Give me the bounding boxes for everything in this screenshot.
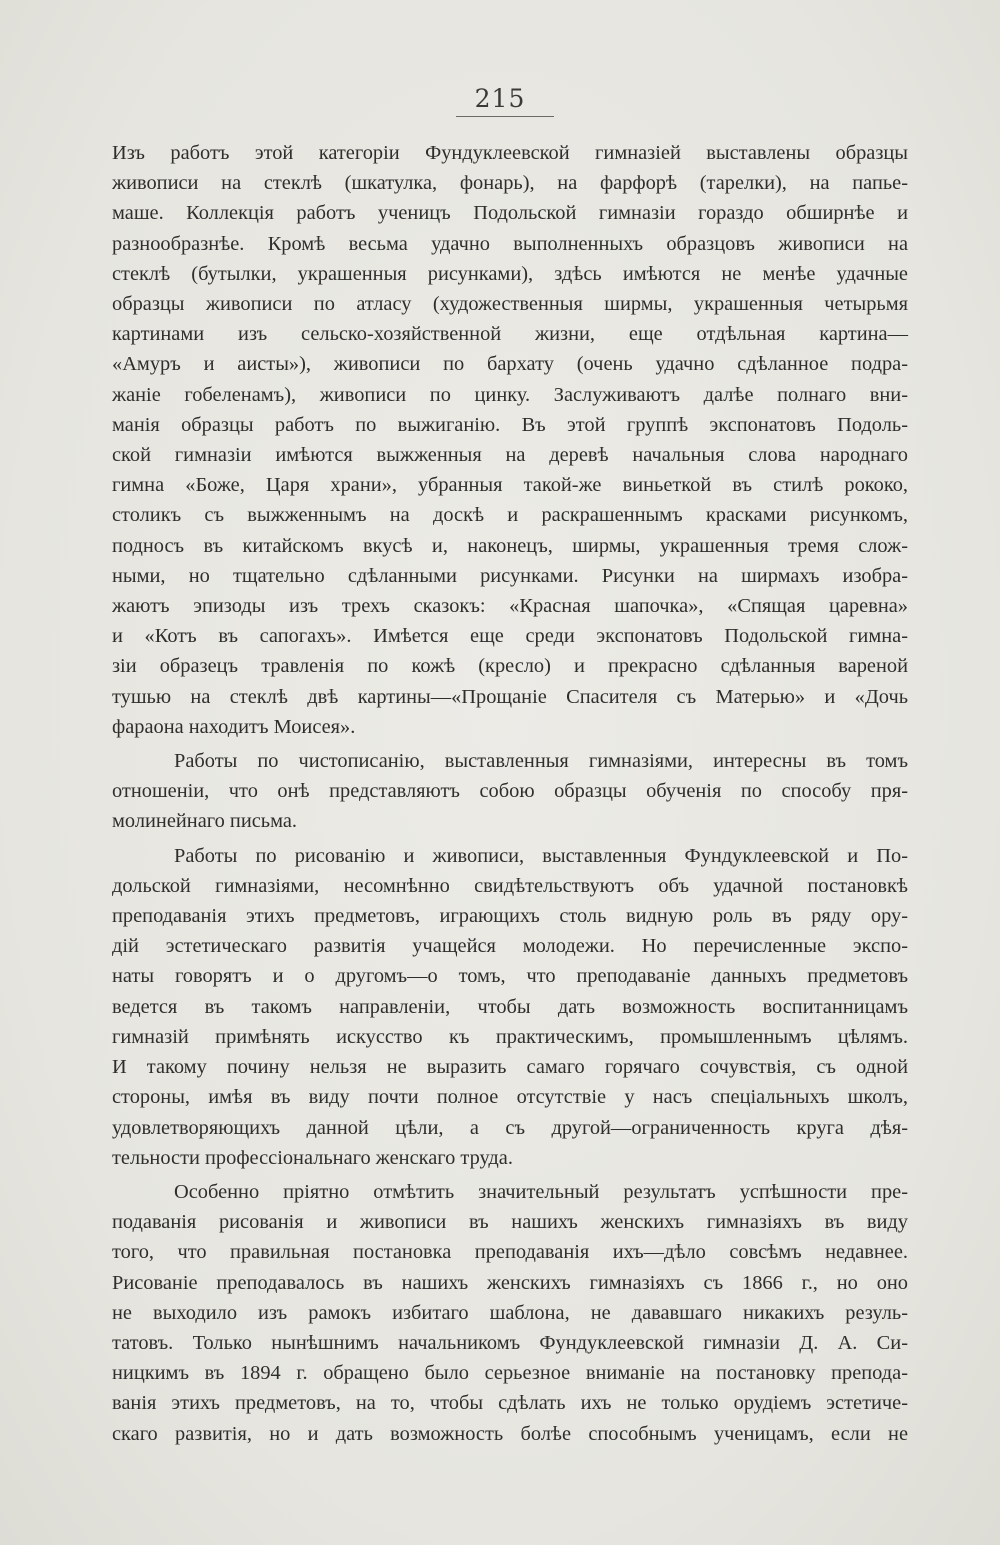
text-line: наты говорятъ и о другомъ—о томъ, что преподаваніе данныхъ предметовъ [112, 965, 908, 988]
text-line: разнообразнѣе. Кромѣ весьма удачно выполненныхъ образцовъ живописи на [112, 232, 908, 255]
text-line: Изъ работъ этой категоріи Фундуклеевской гимназіей выставлены образцы [112, 142, 908, 164]
text-line: картинами изъ сельско-хозяйственной жизни, еще отдѣльная картина— [112, 323, 908, 346]
text-line: И такому почину нельзя не выразить самаго горячаго сочувствія, съ одной [112, 1056, 908, 1079]
text-line: татовъ. Только нынѣшнимъ начальникомъ Фундуклеевской гимназіи Д. А. Си- [112, 1331, 908, 1354]
text-line: дій эстетическаго развитія учащейся молодежи. Но перечисленные экспо- [112, 935, 908, 958]
text-line: тельности профессіональнаго женскаго труда. [112, 1146, 513, 1169]
text-line: фараона находитъ Моисея». [112, 715, 356, 738]
text-line: манія образцы работъ по выжиганію. Въ этой группѣ экспонатовъ Подоль- [112, 413, 908, 436]
paragraph [112, 138, 908, 742]
paragraph [112, 1177, 908, 1449]
body-text [112, 138, 908, 1449]
text-line: того, что правильная постановка преподаванія ихъ—дѣло совсѣмъ недавнее. [112, 1241, 908, 1264]
text-line: подносъ въ китайскомъ вкусѣ и, наконецъ, ширмы, украшенныя тремя слож- [112, 534, 908, 557]
text-line: преподаванія этихъ предметовъ, играющихъ столь видную роль въ ряду ору- [112, 905, 908, 928]
text-line: Особенно пріятно отмѣтить значительный результатъ успѣшности пре- [174, 1180, 908, 1203]
text-line: зіи образецъ травленія по кожѣ (кресло) и прекрасно сдѣланныя вареной [112, 655, 908, 678]
text-line: жаютъ эпизоды изъ трехъ сказокъ: «Красная шапочка», «Спящая царевна» [112, 595, 908, 618]
text-line: живописи на стеклѣ (шкатулка, фонарь), на фарфорѣ (тарелки), на папье- [112, 172, 908, 195]
text-line: маше. Коллекція работъ ученицъ Подольской гимназіи гораздо обширнѣе и [112, 202, 908, 225]
page-number: 215 [474, 84, 526, 113]
text-line: и «Котъ въ сапогахъ». Имѣется еще среди экспонатовъ Подольской гимна- [112, 625, 908, 648]
text-line: ведется въ такомъ направленіи, чтобы дать возможность воспитанницамъ [112, 995, 908, 1018]
paragraph [112, 841, 908, 1173]
text-line: отношеніи, что онѣ представляютъ собою образцы обученія по способу пря- [112, 780, 908, 803]
text-line: образцы живописи по атласу (художественныя ширмы, украшенныя четырьмя [112, 293, 908, 316]
text-line: дольской гимназіями, несомнѣнно свидѣтельствуютъ объ удачной постановкѣ [112, 874, 908, 897]
text-line: удовлетворяющихъ данной цѣли, а съ другой—ограниченность круга дѣя- [112, 1116, 908, 1139]
text-line: Рисованіе преподавалось въ нашихъ женскихъ гимназіяхъ съ 1866 г., но оно [112, 1271, 908, 1294]
text-line: подаванія рисованія и живописи въ нашихъ женскихъ гимназіяхъ въ виду [112, 1211, 908, 1234]
text-line: стороны, имѣя въ виду почти полное отсутствіе у насъ спеціальныхъ школъ, [112, 1086, 908, 1109]
text-line: скаго развитія, но и дать возможность болѣе способнымъ ученицамъ, если не [112, 1422, 908, 1445]
text-line: ванія этихъ предметовъ, на то, чтобы сдѣлать ихъ не только орудіемъ эстетиче- [112, 1392, 908, 1415]
text-line: молинейнаго письма. [112, 810, 297, 833]
text-line: гимна «Боже, Царя храни», убранныя такой-же виньеткой въ стилѣ рококо, [112, 474, 908, 497]
page-number-rule [456, 116, 554, 117]
text-line: гимназій примѣнять искусство къ практическимъ, промышленнымъ цѣлямъ. [112, 1025, 908, 1048]
text-line: Работы по чистописанію, выставленныя гимназіями, интересны въ томъ [174, 750, 908, 773]
text-line: жаніе гобеленамъ), живописи по цинку. Заслуживаютъ далѣе полнаго вни- [112, 383, 908, 406]
text-line: ской гимназіи имѣются выжженныя на деревѣ начальныя слова народнаго [112, 444, 908, 467]
text-line: ницкимъ въ 1894 г. обращено было серьезное вниманіе на постановку препода- [112, 1362, 908, 1385]
text-line: стеклѣ (бутылки, украшенныя рисунками), здѣсь имѣются не менѣе удачные [112, 262, 908, 285]
text-line: тушью на стеклѣ двѣ картины—«Прощаніе Спасителя съ Матерью» и «Дочь [112, 685, 908, 708]
paragraph [112, 746, 908, 837]
text-line: столикъ съ выжженнымъ на доскѣ и раскрашеннымъ красками рисункомъ, [112, 504, 908, 527]
text-line: ными, но тщательно сдѣланными рисунками. Рисунки на ширмахъ изобра- [112, 564, 908, 587]
text-line: Работы по рисованію и живописи, выставленныя Фундуклеевской и По- [174, 844, 908, 867]
text-line: не выходило изъ рамокъ избитаго шаблона, не дававшаго никакихъ резуль- [112, 1301, 908, 1324]
text-line: «Амуръ и аисты»), живописи по бархату (очень удачно сдѣланное подра- [112, 353, 908, 376]
